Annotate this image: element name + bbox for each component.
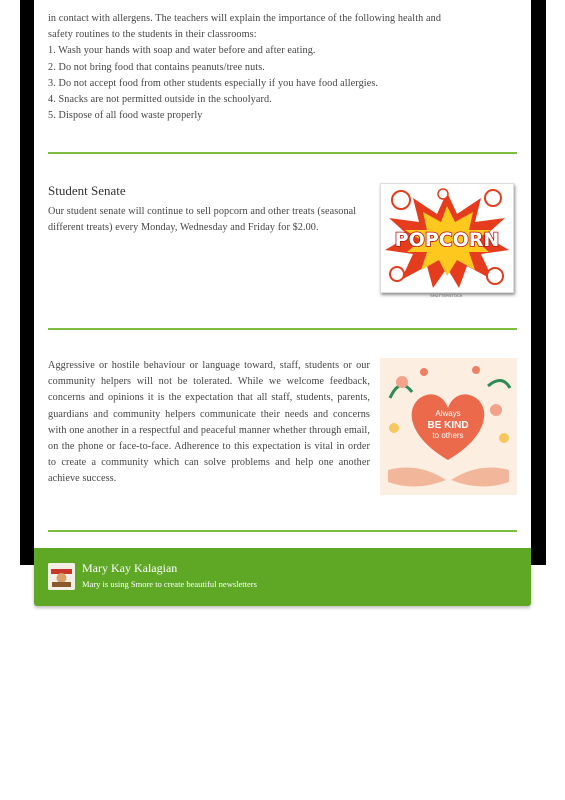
section-divider: [48, 152, 517, 154]
author-name[interactable]: Mary Kay Kalagian: [82, 561, 178, 575]
be-kind-illustration: [380, 358, 517, 495]
routine-item: 3. Do not accept food from other students especially if you have food allergies.: [48, 77, 379, 89]
routine-item: 4. Snacks are not permitted outside in the schoolyard.: [48, 94, 272, 106]
kind-word-always: Always: [435, 409, 461, 418]
senate-paragraph: Our student senate will continue to sell popcorn and other treats (seasonal different treats) every Monday, Wednesday and Friday for $2.00.: [48, 206, 357, 234]
popcorn-illustration: [381, 184, 513, 292]
image-caption: SHUTTERSTOCK: [430, 293, 463, 298]
section-divider: [48, 328, 517, 330]
newsletter-footer: [34, 548, 531, 606]
kindness-paragraph: Aggressive or hostile behaviour or language toward, staff, students or our community helpers will not be tolerated. While we welcome feedback, concerns and opinions it is the expectation that all staff, students, parents, guardians and community helpers communicate their needs and concerns with one another in a respectful and peaceful manner whether through email, on the phone or face-to-face. Adherence to this expectation is vital in order to create a community which can solve problems and help one another achieve success.: [48, 360, 370, 485]
routine-item: 5. Dispose of all food waste properly: [48, 110, 203, 122]
popcorn-image: [380, 183, 514, 293]
section-title: Student Senate: [48, 183, 126, 198]
newsletter-sheet: [34, 0, 531, 548]
intro-line: in contact with allergens. The teachers will explain the importance of the following health and: [48, 13, 442, 24]
author-subtitle[interactable]: Mary is using Smore to create beautiful newsletters: [82, 579, 257, 589]
routine-item: 1. Wash your hands with soap and water before and after eating.: [48, 45, 316, 57]
intro-line: safety routines to the students in their classrooms:: [48, 29, 257, 41]
kind-word-others: to others: [432, 431, 464, 440]
kind-word-bekind: BE KIND: [427, 420, 469, 431]
be-kind-image: [380, 358, 517, 495]
popcorn-word: POPCORN: [394, 229, 500, 251]
routine-item: 2. Do not bring food that contains peanuts/tree nuts.: [48, 61, 265, 73]
avatar[interactable]: [48, 563, 75, 590]
avatar-image: [48, 563, 75, 590]
section-divider: [48, 530, 517, 532]
allergy-routines-text: [48, 11, 508, 124]
